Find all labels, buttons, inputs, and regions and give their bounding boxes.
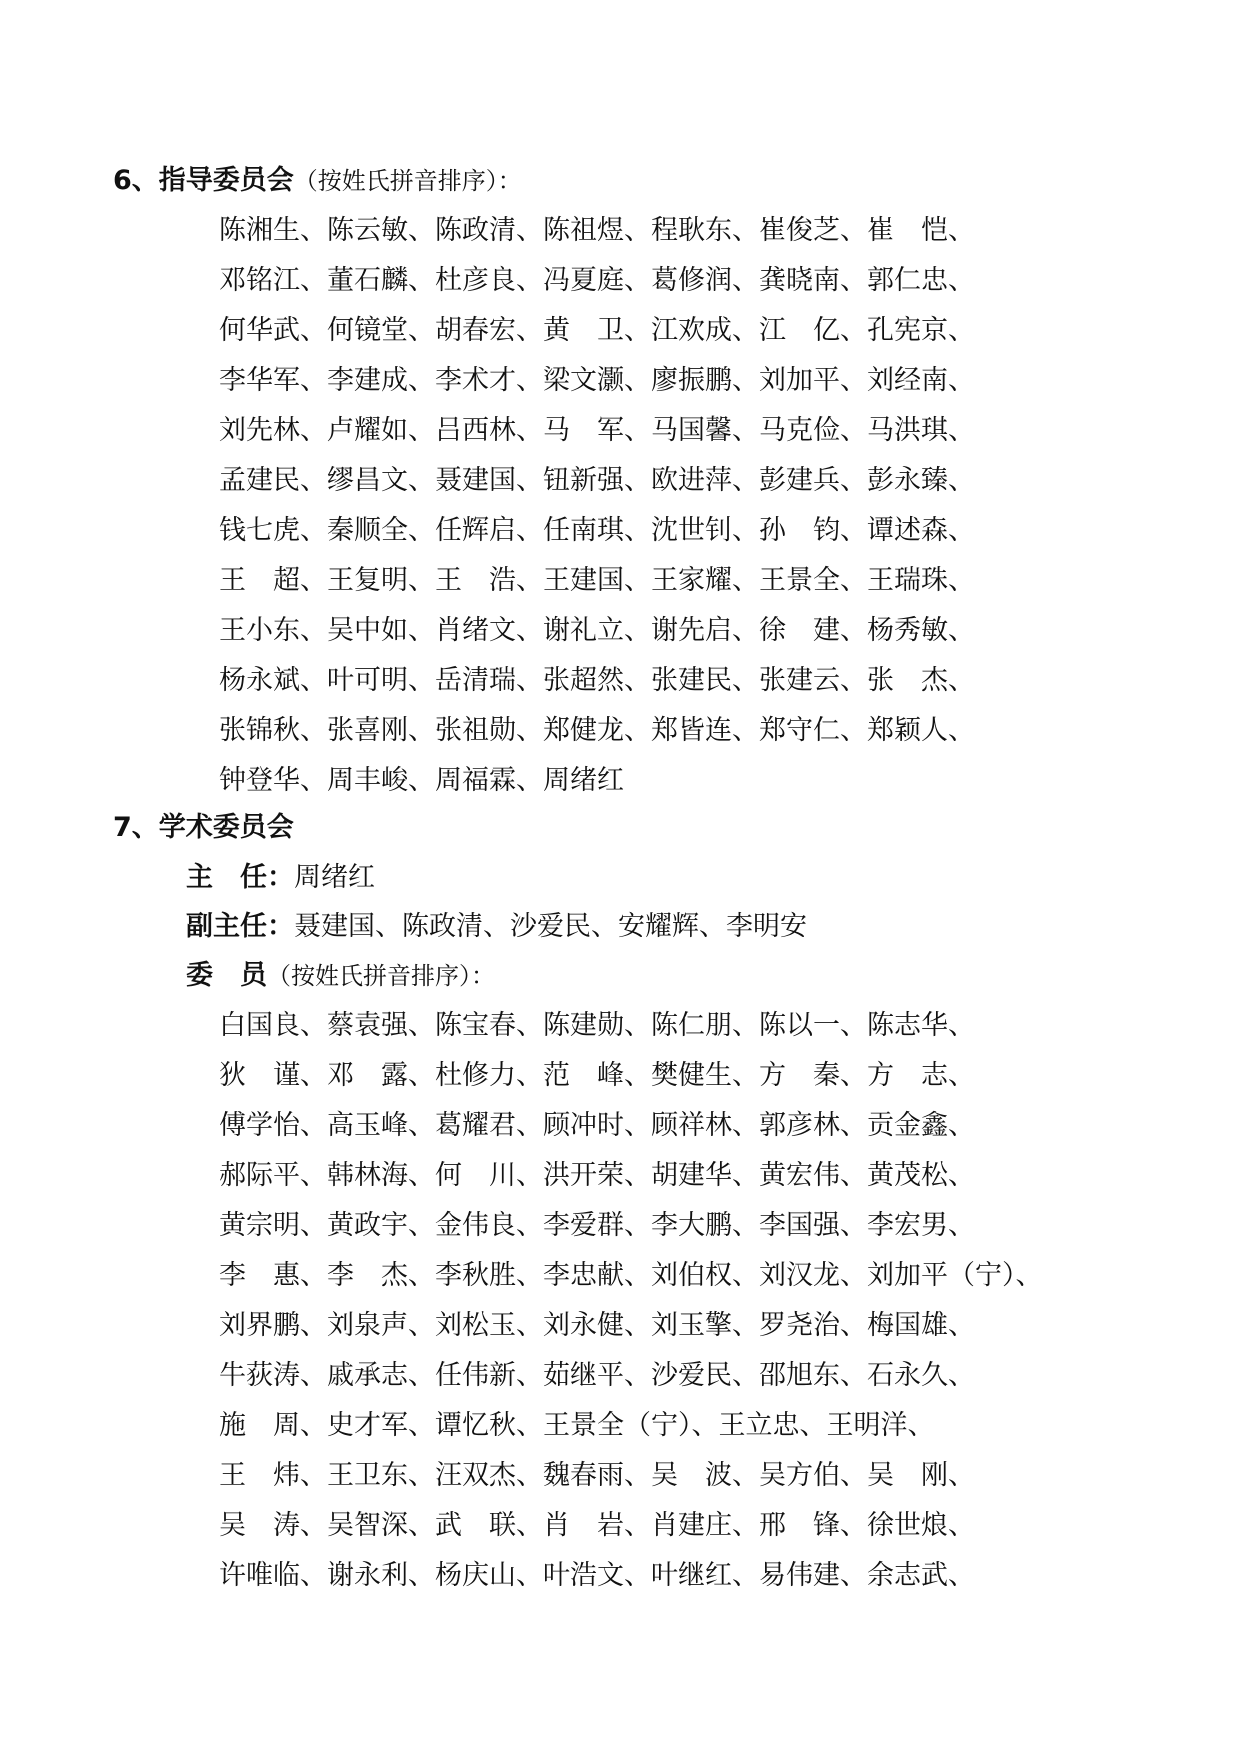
chair-name: 周绪红 xyxy=(294,862,375,893)
name-line: 黄宗明、黄政宇、金伟良、李爱群、李大鹏、李国强、李宏男、 xyxy=(219,1210,975,1241)
members-label: 委 员 xyxy=(186,960,267,991)
name-line: 牛荻涛、戚承志、任伟新、茹继平、沙爱民、邵旭东、石永久、 xyxy=(219,1360,975,1391)
name-line: 刘界鹏、刘泉声、刘松玉、刘永健、刘玉擎、罗尧治、梅国雄、 xyxy=(219,1310,975,1341)
name-line: 钱七虎、秦顺全、任辉启、任南琪、沈世钊、孙 钧、谭述森、 xyxy=(219,515,975,546)
name-line: 王 超、王复明、王 浩、王建国、王家耀、王景全、王瑞珠、 xyxy=(219,565,975,596)
name-line: 狄 谨、邓 露、杜修力、范 峰、樊健生、方 秦、方 志、 xyxy=(219,1060,975,1091)
section-7-heading xyxy=(113,811,294,845)
name-line: 许唯临、谢永利、杨庆山、叶浩文、叶继红、易伟建、余志武、 xyxy=(219,1560,975,1591)
name-line: 李华军、李建成、李术才、梁文灏、廖振鹏、刘加平、刘经南、 xyxy=(219,365,975,396)
name-line: 施 周、史才军、谭忆秋、王景全（宁）、王立忠、王明洋、 xyxy=(219,1410,935,1441)
chair-line xyxy=(186,861,375,895)
members-line xyxy=(186,959,495,993)
vice-chair-line xyxy=(186,910,807,944)
name-line: 刘先林、卢耀如、吕西林、马 军、马国馨、马克俭、马洪琪、 xyxy=(219,415,975,446)
section-6-sort-note: （按姓氏拼音排序）： xyxy=(293,167,522,195)
name-line: 陈湘生、陈云敏、陈政清、陈祖煜、程耿东、崔俊芝、崔 恺、 xyxy=(219,215,975,246)
section-7-title: 7、学术委员会 xyxy=(113,812,294,843)
name-line: 吴 涛、吴智深、武 联、肖 岩、肖建庄、邢 锋、徐世烺、 xyxy=(219,1510,975,1541)
name-line: 白国良、蔡袁强、陈宝春、陈建勋、陈仁朋、陈以一、陈志华、 xyxy=(219,1010,975,1041)
name-line: 张锦秋、张喜刚、张祖勋、郑健龙、郑皆连、郑守仁、郑颖人、 xyxy=(219,715,975,746)
name-line: 王 炜、王卫东、汪双杰、魏春雨、吴 波、吴方伯、吴 刚、 xyxy=(219,1460,975,1491)
name-line: 傅学怡、高玉峰、葛耀君、顾冲时、顾祥林、郭彦林、贡金鑫、 xyxy=(219,1110,975,1141)
chair-label: 主 任： xyxy=(186,862,294,893)
members-sort-note: （按姓氏拼音排序）： xyxy=(267,962,495,990)
name-line: 钟登华、周丰峻、周福霖、周绪红 xyxy=(219,765,624,796)
name-line: 郝际平、韩林海、何 川、洪开荣、胡建华、黄宏伟、黄茂松、 xyxy=(219,1160,975,1191)
vice-chair-names: 聂建国、陈政清、沙爱民、安耀辉、李明安 xyxy=(294,911,807,942)
name-line: 杨永斌、叶可明、岳清瑞、张超然、张建民、张建云、张 杰、 xyxy=(219,665,975,696)
guidance-committee-names xyxy=(219,206,975,806)
name-line: 何华武、何镜堂、胡春宏、黄 卫、江欢成、江 亿、孔宪京、 xyxy=(219,315,975,346)
name-line: 邓铭江、董石麟、杜彦良、冯夏庭、葛修润、龚晓南、郭仁忠、 xyxy=(219,265,975,296)
section-6-heading xyxy=(113,164,522,198)
name-line: 孟建民、缪昌文、聂建国、钮新强、欧进萍、彭建兵、彭永臻、 xyxy=(219,465,975,496)
section-6-title: 6、指导委员会 xyxy=(113,165,294,196)
name-line: 王小东、吴中如、肖绪文、谢礼立、谢先启、徐 建、杨秀敏、 xyxy=(219,615,975,646)
academic-committee-names xyxy=(219,1001,1043,1601)
vice-chair-label: 副主任： xyxy=(186,911,294,942)
name-line: 李 惠、李 杰、李秋胜、李忠献、刘伯权、刘汉龙、刘加平（宁）、 xyxy=(219,1260,1043,1291)
